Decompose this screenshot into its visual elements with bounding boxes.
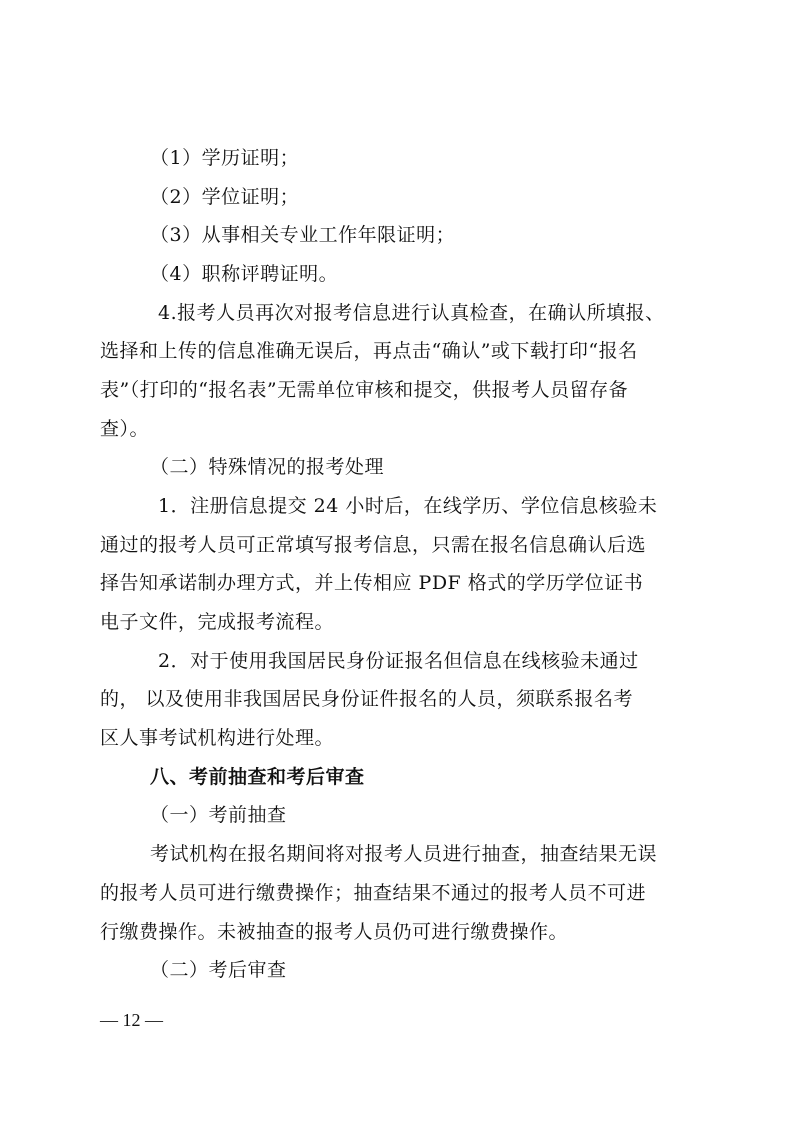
list-item: （4）职称评聘证明。 bbox=[150, 263, 339, 285]
paragraph-line: 区人事考试机构进行处理。 bbox=[100, 727, 335, 749]
section-title: （二）特殊情况的报考处理 bbox=[150, 456, 385, 478]
paragraph-line: 表”（打印的“报名表”无需单位审核和提交，供报考人员留存备 bbox=[100, 379, 629, 401]
paragraph-line: 选择和上传的信息准确无误后，再点击“确认”或下载打印“报名 bbox=[100, 340, 638, 362]
paragraph-line: 2．对于使用我国居民身份证报名但信息在线核验未通过 bbox=[158, 650, 639, 672]
list-item: （3）从事相关专业工作年限证明； bbox=[150, 224, 456, 246]
paragraph-line: 查）。 bbox=[100, 418, 150, 440]
page-number: — 12 — bbox=[100, 1010, 163, 1030]
paragraph-line: 1．注册信息提交 24 小时后，在线学历、学位信息核验未 bbox=[158, 495, 658, 517]
subsection-title: （二）考后审查 bbox=[150, 959, 287, 981]
paragraph-line: 行缴费操作。未被抽查的报考人员仍可进行缴费操作。 bbox=[100, 921, 569, 943]
paragraph-line: 4.报考人员再次对报考信息进行认真检查，在确认所填报、 bbox=[158, 302, 665, 324]
paragraph-line: 的报考人员可进行缴费操作；抽查结果不通过的报考人员不可进 bbox=[100, 882, 647, 904]
section-heading: 八、考前抽查和考后审查 bbox=[150, 766, 365, 788]
list-item: （2）学位证明； bbox=[150, 186, 300, 208]
paragraph-line: 电子文件，完成报考流程。 bbox=[100, 611, 335, 633]
list-item: （1）学历证明； bbox=[150, 147, 300, 169]
paragraph-line: 通过的报考人员可正常填写报考信息，只需在报名信息确认后选 bbox=[100, 534, 647, 556]
paragraph-line: 择告知承诺制办理方式，并上传相应 PDF 格式的学历学位证书 bbox=[100, 572, 644, 594]
paragraph-line: 考试机构在报名期间将对报考人员进行抽查，抽查结果无误 bbox=[150, 843, 658, 865]
subsection-title: （一）考前抽查 bbox=[150, 804, 287, 826]
paragraph-line: 的， 以及使用非我国居民身份证件报名的人员，须联系报名考 bbox=[100, 688, 634, 710]
